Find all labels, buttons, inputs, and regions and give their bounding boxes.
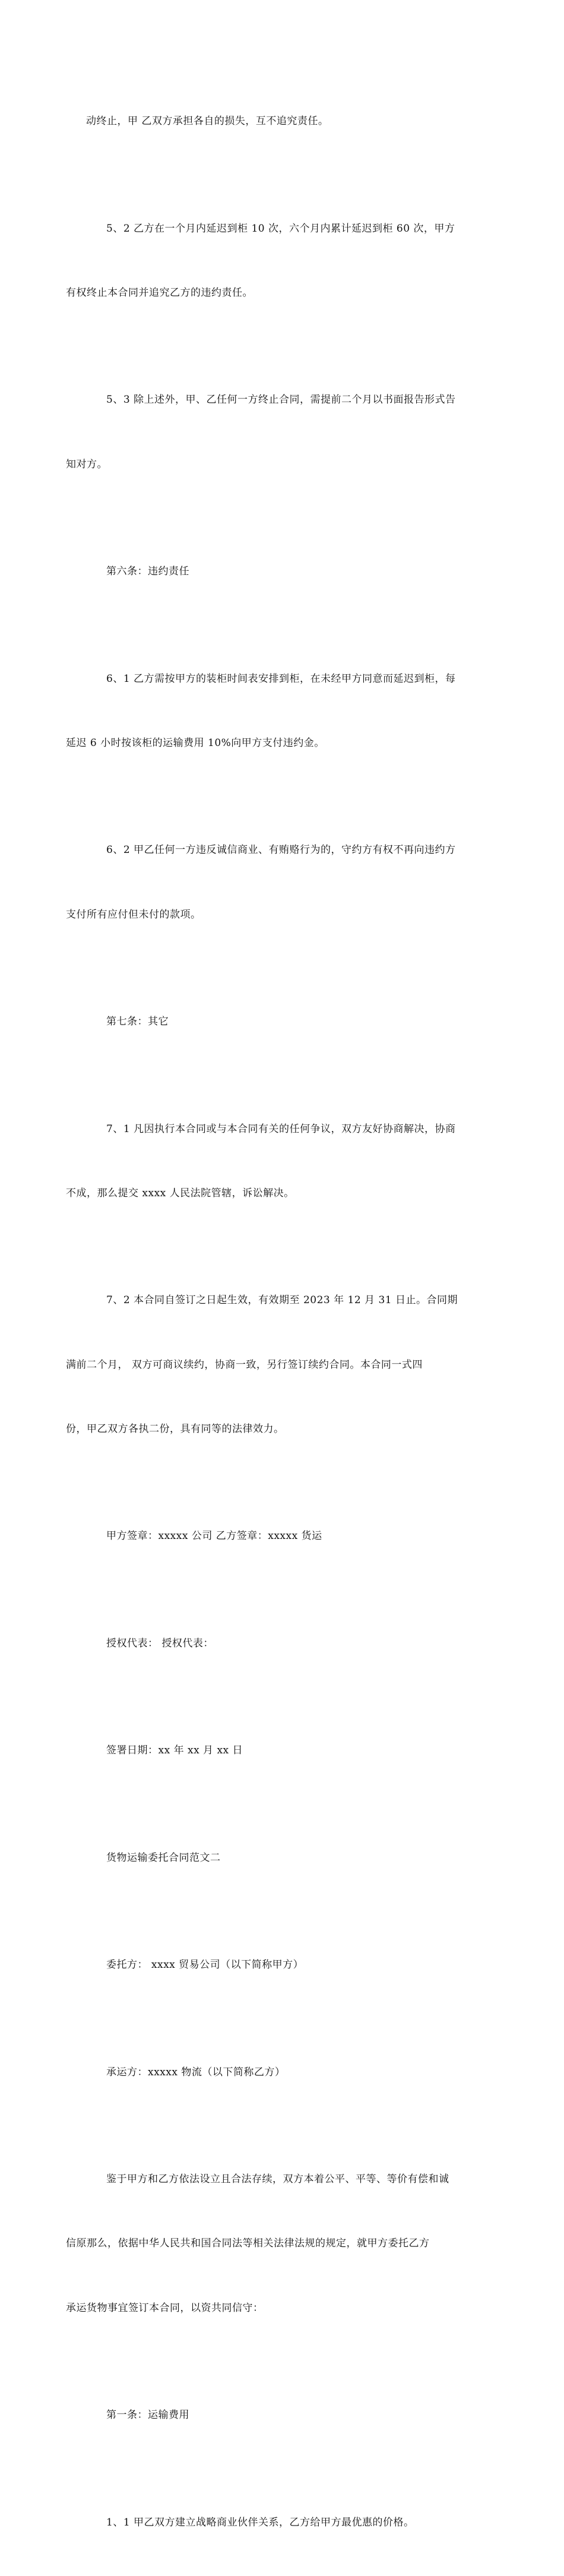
paragraph-clause-5-3	[66, 346, 481, 518]
text-line: 承运货物事宜签订本合同，以资共同信守：	[66, 2302, 264, 2314]
text-line: 第六条：违约责任	[106, 565, 189, 578]
paragraph-clause-6-2	[66, 796, 481, 968]
paragraph-clause-1-1	[86, 2469, 481, 2576]
text-line: 第一条：运输费用	[106, 2409, 189, 2422]
paragraph-preamble	[66, 2126, 481, 2362]
signature-line-representatives	[86, 1590, 481, 1697]
paragraph-clause-5-2	[66, 175, 481, 346]
text-line: 6、1 乙方需按甲方的装柜时间表安排到柜，在未经甲方同意而延迟到柜，每	[106, 672, 456, 685]
text-line: 签署日期：xx 年 xx 月 xx 日	[106, 1744, 243, 1757]
section-heading-article-6	[86, 518, 481, 625]
text-line: 授权代表： 授权代表：	[106, 1637, 214, 1649]
text-line: 1、1 甲乙双方建立战略商业伙伴关系，乙方给甲方最优惠的价格。	[106, 2516, 414, 2528]
text-line: 不成，那么提交 xxxx 人民法院管辖，诉讼解决。	[66, 1187, 294, 1199]
text-line: 5、2 乙方在一个月内延迟到柜 10 次，六个月内累计延迟到柜 60 次，甲方	[106, 222, 455, 235]
party-consignor	[86, 1911, 481, 2018]
text-line: 支付所有应付但未付的款项。	[66, 908, 201, 921]
text-line: 委托方： xxxx 贸易公司（以下简称甲方）	[106, 1959, 304, 1971]
text-line: 承运方：xxxxx 物流（以下简称乙方）	[106, 2066, 286, 2078]
document-subtitle-sample-two	[86, 1804, 481, 1911]
paragraph-clause-6-1	[66, 625, 481, 796]
text-line: 有权终止本合同并追究乙方的违约责任。	[66, 286, 253, 299]
text-line: 第七条：其它	[106, 1016, 169, 1028]
text-line: 鉴于甲方和乙方依法设立且合法存续，双方本着公平、平等、等价有偿和诚	[106, 2173, 449, 2186]
text-line: 延迟 6 小时按该柜的运输费用 10%向甲方支付违约金。	[66, 737, 325, 749]
text-line: 7、2 本合同自签订之日起生效，有效期至 2023 年 12 月 31 日止。合同期	[106, 1294, 458, 1307]
text-line: 信原那么，依据中华人民共和国合同法等相关法律法规的规定，就甲方委托乙方	[66, 2237, 430, 2250]
text-line: 份，甲乙双方各执二份，具有同等的法律效力。	[66, 1423, 284, 1435]
party-carrier	[86, 2019, 481, 2126]
paragraph-clause-7-2	[66, 1247, 481, 1483]
text-line: 知对方。	[66, 458, 107, 470]
signature-line-parties	[86, 1483, 481, 1589]
text-line: 甲方签章：xxxxx 公司 乙方签章：xxxxx 货运	[106, 1530, 322, 1543]
text-line: 货物运输委托合同范文二	[106, 1851, 221, 1864]
section-heading-article-1	[86, 2362, 481, 2468]
section-heading-article-7	[86, 968, 481, 1075]
text-line: 满前二个月， 双方可商议续约，协商一致，另行签订续约合同。本合同一式四	[66, 1358, 423, 1371]
text-line: 7、1 凡因执行本合同或与本合同有关的任何争议，双方友好协商解决，协商	[106, 1123, 456, 1135]
text-line: 动终止，甲 乙双方承担各自的损失，互不追究责任。	[86, 115, 329, 128]
paragraph-clause-7-1	[66, 1075, 481, 1247]
paragraph-termination-continued	[86, 68, 481, 175]
signature-line-date	[86, 1697, 481, 1804]
text-line: 5、3 除上述外，甲、乙任何一方终止合同，需提前二个月以书面报告形式告	[106, 394, 456, 406]
document-body	[66, 68, 481, 2576]
text-line: 6、2 甲乙任何一方违反诚信商业、有贿赂行为的，守约方有权不再向违约方	[106, 844, 456, 856]
